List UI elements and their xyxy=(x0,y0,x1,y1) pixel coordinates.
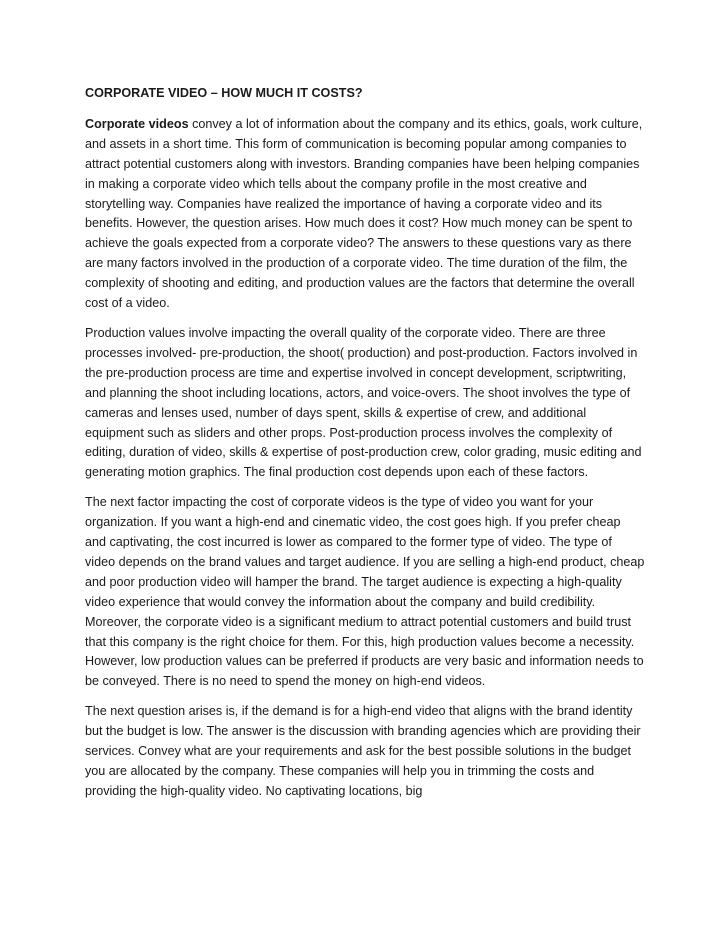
paragraph-1-text: convey a lot of information about the company and its ethics, goals, work culture, and assets in a short time. This form of communication is becoming popular among companies to attract potential customers along with investors. Branding companies have been helping companies in making a corporate video which tells about the company profile in the most creative and storytelling way. Companies have realized the importance of having a corporate video and its benefits. However, the question arises. How much does it cost? How much money can be spent to achieve the goals expected from a corporate video? The answers to these questions vary as there are many factors involved in the production of a corporate video. The time duration of the film, the complexity of shooting and editing, and production values are the factors that determine the overall cost of a video. xyxy=(85,116,643,311)
document-title: CORPORATE VIDEO – HOW MUCH IT COSTS? xyxy=(85,86,363,100)
paragraph-1 xyxy=(85,115,645,314)
paragraph-3: The next factor impacting the cost of corporate videos is the type of video you want for your organization. If you want a high-end and cinematic video, the cost goes high. If you prefer cheap and captivating, the cost incurred is lower as compared to the former type of video. The type of video depends on the brand values and target audience. If you are selling a high-end product, cheap and poor production video will hamper the brand. The target audience is expecting a high-quality video experience that would convey the information about the company and build credibility. Moreover, the corporate video is a significant medium to attract potential customers and build trust that this company is the right choice for them. For this, high production values become a necessity. However, low production values can be preferred if products are very basic and information needs to be conveyed. There is no need to spend the money on high-end videos. xyxy=(85,495,645,689)
paragraph-4: The next question arises is, if the demand is for a high-end video that aligns with the brand identity but the budget is low. The answer is the discussion with branding agencies which are providing their services. Convey what are your requirements and ask for the best possible solutions in the budget you are allocated by the company. These companies will help you in trimming the costs and providing the high-quality video. No captivating locations, big xyxy=(85,704,641,798)
paragraph-2: Production values involve impacting the overall quality of the corporate video. There are three processes involved- pre-production, the shoot( production) and post-production. Factors involved in the pre-production process are time and expertise involved in concept development, scriptwriting, and planning the shoot including locations, actors, and voice-overs. The shoot involves the type of cameras and lenses used, number of days spent, skills & expertise of crew, and additional equipment such as sliders and other props. Post-production process involves the complexity of editing, duration of video, skills & expertise of post-production crew, color grading, music editing and generating motion graphics. The final production cost depends upon each of these factors. xyxy=(85,325,642,480)
paragraph-1-lead: Corporate videos xyxy=(85,116,189,131)
document-body xyxy=(85,84,645,812)
